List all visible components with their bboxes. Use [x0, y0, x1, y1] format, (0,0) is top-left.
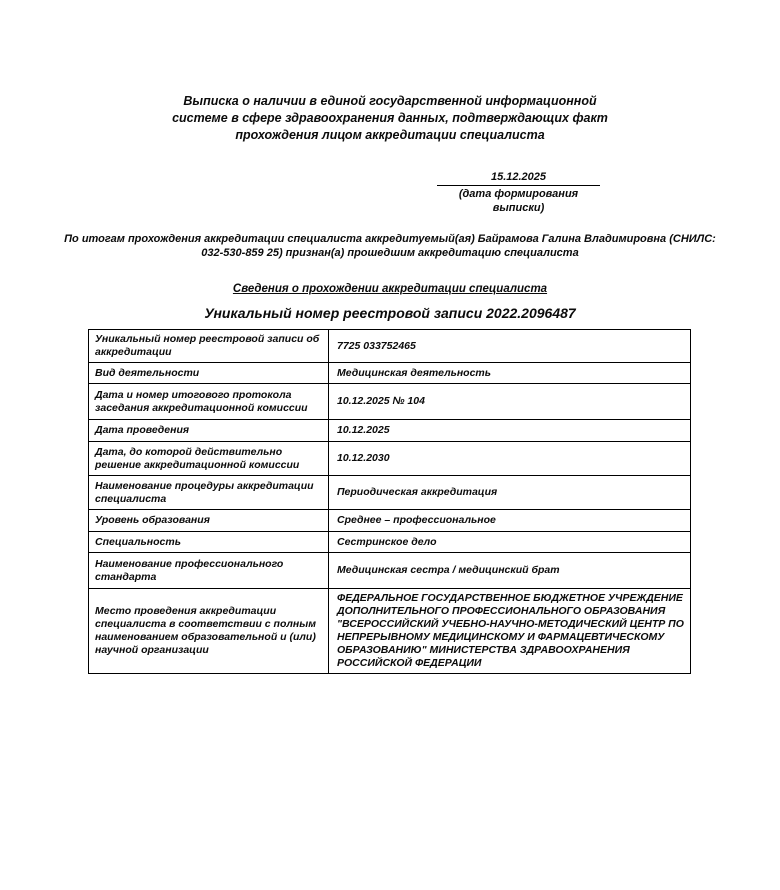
- intro-line: По итогам прохождения аккредитации специалиста аккредитуемый(ая) Байрамова Галина Владимировна (СНИЛС:: [64, 233, 716, 245]
- registry-record-heading: Уникальный номер реестровой записи 2022.2096487: [204, 305, 576, 321]
- field-value: 10.12.2030: [329, 442, 691, 476]
- field-label: Вид деятельности: [89, 363, 329, 384]
- table-row: [89, 420, 691, 442]
- table-row: [89, 510, 691, 532]
- intro-paragraph: [0, 233, 780, 260]
- field-label: Уровень образования: [89, 510, 329, 532]
- field-value: Среднее – профессиональное: [329, 510, 691, 532]
- table-row: [89, 589, 691, 674]
- field-value: 10.12.2025 № 104: [329, 384, 691, 420]
- field-label: Дата и номер итогового протокола заседания аккредитационной комиссии: [89, 384, 329, 420]
- section-heading: Сведения о прохождении аккредитации специалиста: [232, 283, 548, 295]
- field-label: Дата проведения: [89, 420, 329, 442]
- field-value: 10.12.2025: [329, 420, 691, 442]
- field-value: 7725 033752465: [329, 330, 691, 363]
- field-label: Специальность: [89, 532, 329, 553]
- table-row: [89, 476, 691, 510]
- field-label: Дата, до которой действительно решение аккредитационной комиссии: [89, 442, 329, 476]
- table-row: [89, 363, 691, 384]
- document-title-line: системе в сфере здравоохранения данных, подтверждающих факт: [172, 111, 608, 125]
- table-row: [89, 553, 691, 589]
- field-value: Медицинская деятельность: [329, 363, 691, 384]
- document-title: [0, 0, 780, 144]
- document-title-line: Выписка о наличии в единой государственной информационной: [183, 94, 597, 108]
- intro-line: 032-530-859 25) признан(а) прошедшим аккредитацию специалиста: [201, 246, 579, 259]
- field-value: Сестринское дело: [329, 532, 691, 553]
- document-title-line: прохождения лицом аккредитации специалиста: [235, 128, 545, 142]
- table-row: [89, 442, 691, 476]
- accreditation-details-table: [88, 329, 691, 674]
- formation-date-caption: (дата формирования выписки): [458, 188, 579, 214]
- field-value: Периодическая аккредитация: [329, 476, 691, 510]
- field-label: Уникальный номер реестровой записи об аккредитации: [89, 330, 329, 363]
- formation-date: 15.12.2025: [437, 170, 600, 186]
- table-row: [89, 384, 691, 420]
- field-value: ФЕДЕРАЛЬНОЕ ГОСУДАРСТВЕННОЕ БЮДЖЕТНОЕ УЧРЕЖДЕНИЕ ДОПОЛНИТЕЛЬНОГО ПРОФЕССИОНАЛЬНОГО ОБРАЗОВАНИЯ "ВСЕРОССИЙСКИЙ УЧЕБНО-НАУЧНО-МЕТОДИЧЕСКИЙ ЦЕНТР ПО НЕПРЕРЫВНОМУ МЕДИЦИНСКОМУ И ФАРМАЦЕВТИЧЕСКОМУ ОБРАЗОВАНИЮ" МИНИСТЕРСТВА ЗДРАВООХРАНЕНИЯ РОССИЙСКОЙ ФЕДЕРАЦИИ: [329, 589, 691, 674]
- table-row: [89, 330, 691, 363]
- field-label: Наименование процедуры аккредитации специалиста: [89, 476, 329, 510]
- field-label: Место проведения аккредитации специалиста в соответствии с полным наименованием образовательной и (или) научной организации: [89, 589, 329, 674]
- field-label: Наименование профессионального стандарта: [89, 553, 329, 589]
- field-value: Медицинская сестра / медицинский брат: [329, 553, 691, 589]
- formation-date-block: [437, 170, 600, 215]
- table-row: [89, 532, 691, 553]
